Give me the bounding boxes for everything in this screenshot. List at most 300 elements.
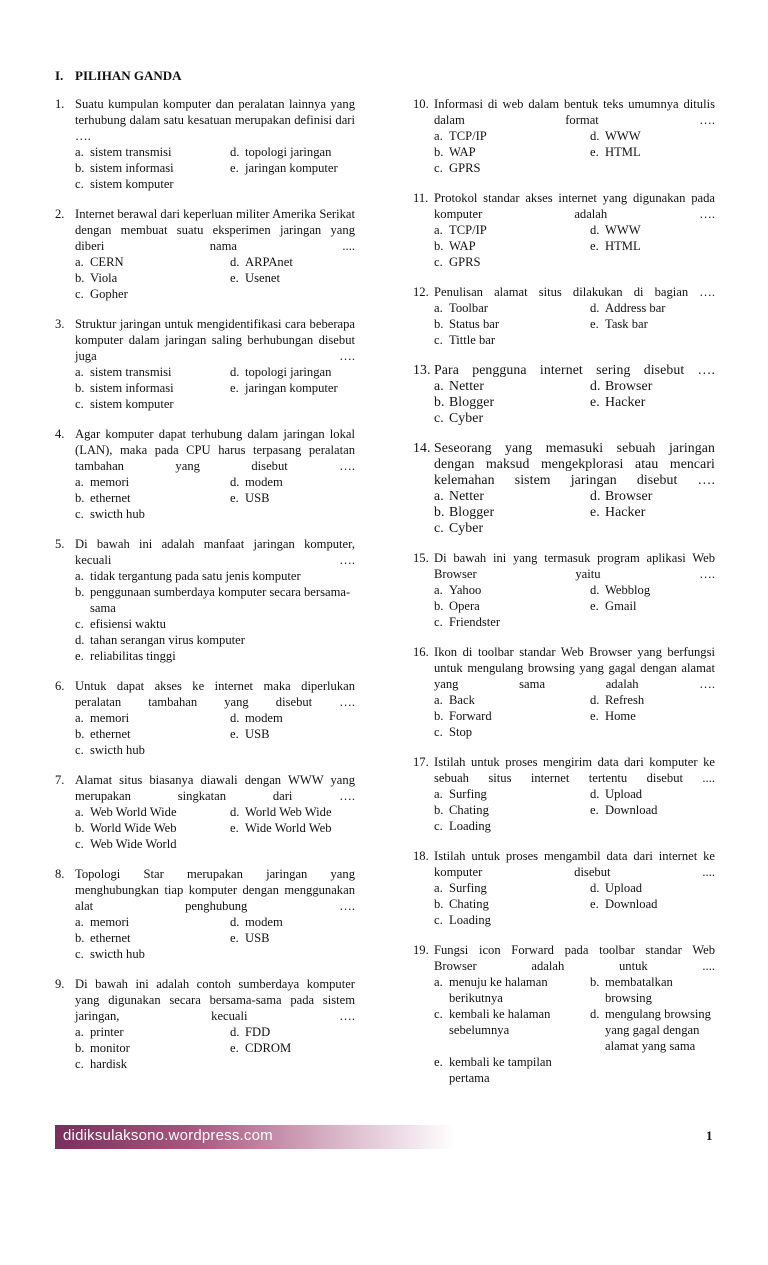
question-item [413,284,715,348]
answer-option [230,1024,355,1040]
option-letter: c. [434,725,443,739]
option-letter: e. [230,821,239,835]
question-number: 13. [413,362,431,377]
option-text: WAP [449,239,476,253]
option-text: Gmail [605,599,637,613]
answer-option [230,254,355,270]
answer-option [75,144,230,160]
option-letter: a. [434,301,443,315]
option-text: GPRS [449,161,481,175]
answer-option [75,836,230,852]
question-text: Topologi Star merupakan jaringan yang menghubungkan tiap komputer dengan menggunakan alat penghubung …. [75,867,355,913]
question-number: 15. [413,551,429,565]
option-text: Blogger [449,504,495,519]
option-letter: d. [590,881,600,895]
option-letter: b. [75,161,85,175]
option-text: Stop [449,725,473,739]
answer-option [434,912,590,928]
question-text: Untuk dapat akses ke internet maka diperlukan peralatan tambahan yang disebut …. [75,679,355,709]
answer-options [75,568,355,664]
option-letter: b. [75,381,85,395]
answer-option [590,974,715,1006]
answer-options [434,692,715,740]
answer-option [434,692,590,708]
question-number: 1. [55,97,65,111]
question-number: 8. [55,867,65,881]
answer-option [590,316,715,332]
option-text: Hacker [605,394,646,409]
option-text: Download [605,897,658,911]
option-letter: d. [230,915,240,929]
option-letter: d. [590,129,600,143]
question-text: Para pengguna internet sering disebut …. [434,362,715,377]
answer-option [590,128,715,144]
option-text: memori [90,915,130,929]
option-text: Toolbar [449,301,488,315]
answer-option [75,568,355,584]
question-text: Internet berawal dari keperluan militer Amerika Serikat dengan membuat suatu eksperimen jaringan yang diberi nama .... [75,207,355,253]
question-item [413,362,715,426]
option-letter: d. [590,1007,600,1021]
answer-option [590,394,715,410]
answer-option [75,804,230,820]
option-letter: a. [75,1025,84,1039]
page-number: 1 [706,1128,713,1143]
question-item [413,942,715,1086]
answer-options [75,364,355,412]
option-letter: b. [434,504,445,519]
answer-option [590,880,715,896]
answer-options [75,474,355,522]
question-item [55,678,355,758]
question-number: 12. [413,285,429,299]
answer-option [434,316,590,332]
option-text: memori [90,475,130,489]
option-letter: b. [75,1041,85,1055]
answer-option [590,598,715,614]
option-text: Refresh [605,693,645,707]
option-letter: a. [434,378,444,393]
footer-site: didiksulaksono.wordpress.com [63,1127,273,1144]
option-letter: e. [230,727,239,741]
answer-option [75,160,230,176]
answer-options [434,786,715,834]
option-letter: b. [434,317,444,331]
option-letter: b. [75,491,85,505]
option-letter: e. [590,504,600,519]
option-text: sistem komputer [90,177,174,191]
option-letter: c. [75,177,84,191]
option-letter: d. [230,805,240,819]
answer-options [75,144,355,192]
answer-option [75,254,230,270]
question-item [55,206,355,302]
answer-option [590,378,715,394]
answer-option [75,820,230,836]
answer-option [75,616,355,632]
option-text: swicth hub [90,947,145,961]
answer-option [590,582,715,598]
answer-option [230,804,355,820]
answer-option [75,930,230,946]
question-number: 17. [413,755,429,769]
option-letter: a. [434,129,443,143]
option-letter: c. [434,255,443,269]
option-text: Viola [90,271,118,285]
option-text: Blogger [449,394,495,409]
answer-option [434,724,590,740]
answer-option [434,818,590,834]
option-text: Hacker [605,504,646,519]
answer-option [434,802,590,818]
option-letter: a. [75,145,84,159]
option-text: topologi jaringan [245,365,332,379]
option-letter: e. [590,709,599,723]
option-letter: c. [434,333,443,347]
option-letter: a. [434,223,443,237]
question-item [55,976,355,1072]
answer-options [434,488,715,536]
question-item [413,440,715,536]
option-text: GPRS [449,255,481,269]
question-text: Ikon di toolbar standar Web Browser yang berfungsi untuk mengulang browsing yang gagal dengan alamat yang sama adalah …. [434,645,715,691]
answer-option [434,144,590,160]
answer-option [75,396,230,412]
option-letter: c. [75,507,84,521]
question-item [413,848,715,928]
answer-option [230,710,355,726]
option-letter: d. [230,1025,240,1039]
question-text: Di bawah ini adalah contoh sumberdaya komputer yang digunakan secara bersama-sama pada sistem jaringan, kecuali …. [75,977,355,1023]
option-letter: d. [230,255,240,269]
option-letter: e. [590,145,599,159]
question-item [55,426,355,522]
section-number: I. [55,68,64,83]
option-text: efisiensi waktu [90,617,166,631]
answer-options [75,1024,355,1072]
answer-option [434,1006,590,1054]
question-text: Informasi di web dalam bentuk teks umumnya ditulis dalam format …. [434,97,715,127]
option-text: FDD [245,1025,271,1039]
answer-option [590,144,715,160]
question-item [55,536,355,664]
option-letter: d. [590,488,601,503]
option-text: USB [245,491,270,505]
option-text: Task bar [605,317,648,331]
option-letter: e. [230,931,239,945]
option-text: sistem komputer [90,397,174,411]
answer-option [590,692,715,708]
right-question-column [413,96,715,1100]
option-text: swicth hub [90,743,145,757]
answer-option [590,708,715,724]
option-text: CERN [90,255,124,269]
option-letter: a. [434,787,443,801]
answer-option [75,1056,230,1072]
answer-option [75,648,355,664]
answer-option [75,176,230,192]
option-letter: c. [75,743,84,757]
answer-option [434,880,590,896]
option-letter: d. [230,145,240,159]
option-letter: a. [434,583,443,597]
left-question-column [55,96,355,1086]
answer-option [75,506,230,522]
option-letter: e. [230,1041,239,1055]
question-item [55,772,355,852]
question-item [413,550,715,630]
answer-option [434,410,590,426]
question-text: Alamat situs biasanya diawali dengan WWW yang merupakan singkatan dari …. [75,773,355,803]
question-text: Di bawah ini yang termasuk program aplikasi Web Browser yaitu …. [434,551,715,581]
option-letter: c. [75,617,84,631]
option-text: Loading [449,819,491,833]
question-item [55,96,355,192]
option-text: reliabilitas tinggi [90,649,176,663]
option-letter: b. [434,239,444,253]
answer-option [230,1040,355,1056]
option-text: USB [245,727,270,741]
option-text: Download [605,803,658,817]
option-letter: c. [75,837,84,851]
option-text: tahan serangan virus komputer [90,633,245,647]
answer-option [75,1040,230,1056]
option-letter: b. [434,897,444,911]
option-text: World Wide Web [90,821,177,835]
answer-option [434,708,590,724]
answer-option [434,160,590,176]
question-item [413,96,715,176]
answer-option [590,504,715,520]
answer-option [434,394,590,410]
question-number: 11. [413,191,429,205]
answer-option [75,490,230,506]
answer-option [230,474,355,490]
option-letter: e. [590,897,599,911]
option-letter: d. [590,378,601,393]
option-text: modem [245,915,283,929]
answer-option [230,726,355,742]
option-letter: a. [434,693,443,707]
option-letter: b. [75,727,85,741]
answer-options [434,128,715,176]
option-text: Forward [449,709,492,723]
question-text: Fungsi icon Forward pada toolbar standar Web Browser adalah untuk .... [434,943,715,973]
option-text: Tittle bar [449,333,496,347]
option-text: WWW [605,129,641,143]
option-letter: b. [434,599,444,613]
option-text: HTML [605,145,641,159]
option-text: USB [245,931,270,945]
option-text: menuju ke halaman berikutnya [449,975,548,1005]
option-text: sistem informasi [90,161,174,175]
question-number: 19. [413,943,429,957]
option-letter: a. [75,915,84,929]
section-heading [55,68,182,84]
answer-option [75,632,355,648]
option-text: Chating [449,897,489,911]
option-letter: c. [434,1007,443,1021]
option-letter: d. [590,583,600,597]
answer-option [75,380,230,396]
option-letter: d. [230,365,240,379]
answer-option [230,820,355,836]
answer-option [434,238,590,254]
answer-option [75,742,230,758]
option-text: kembali ke tampilan pertama [449,1055,552,1085]
option-letter: b. [590,975,600,989]
answer-option [75,364,230,380]
answer-option [230,160,355,176]
option-letter: a. [75,255,84,269]
option-text: TCP/IP [449,129,487,143]
option-letter: c. [75,287,84,301]
question-item [55,866,355,962]
option-text: printer [90,1025,124,1039]
question-item [413,754,715,834]
option-letter: d. [590,787,600,801]
option-letter: a. [434,975,443,989]
answer-option [434,614,590,630]
option-letter: b. [434,803,444,817]
answer-option [230,490,355,506]
question-text: Penulisan alamat situs dilakukan di bagian …. [434,285,715,299]
option-text: Address bar [605,301,666,315]
answer-option [75,726,230,742]
option-letter: c. [434,819,443,833]
option-text: memori [90,711,130,725]
answer-option [434,222,590,238]
answer-option [230,914,355,930]
option-text: TCP/IP [449,223,487,237]
question-item [413,644,715,740]
option-text: ARPAnet [245,255,293,269]
option-letter: c. [75,947,84,961]
answer-option [230,930,355,946]
answer-option [434,520,590,536]
option-letter: e. [230,271,239,285]
option-text: Yahoo [449,583,482,597]
question-number: 4. [55,427,65,441]
option-text: Usenet [245,271,280,285]
option-text: Upload [605,881,643,895]
option-letter: e. [75,649,84,663]
option-text: penggunaan sumberdaya komputer secara bersama-sama [90,585,351,615]
answer-option [434,786,590,802]
option-letter: e. [590,239,599,253]
answer-options [434,880,715,928]
question-number: 7. [55,773,65,787]
option-text: sistem informasi [90,381,174,395]
answer-option [590,488,715,504]
answer-option [75,946,230,962]
option-text: modem [245,711,283,725]
option-text: HTML [605,239,641,253]
option-text: Upload [605,787,643,801]
option-text: Chating [449,803,489,817]
option-letter: a. [75,569,84,583]
option-letter: b. [434,709,444,723]
option-letter: d. [230,475,240,489]
option-letter: e. [434,1055,443,1069]
option-letter: e. [590,317,599,331]
option-text: tidak tergantung pada satu jenis komputer [90,569,301,583]
answer-option [590,802,715,818]
answer-options [434,974,715,1086]
option-text: Status bar [449,317,500,331]
option-text: hardisk [90,1057,128,1071]
option-text: Opera [449,599,480,613]
option-letter: e. [590,803,599,817]
question-text: Seseorang yang memasuki sebuah jaringan dengan maksud mengekplorasi atau mencari kelemahan sistem jaringan disebut …. [434,440,715,487]
option-text: Netter [449,488,485,503]
option-text: ethernet [90,727,131,741]
option-text: WAP [449,145,476,159]
answer-option [434,504,590,520]
answer-option [230,364,355,380]
option-text: Friendster [449,615,501,629]
option-letter: d. [590,223,600,237]
option-letter: d. [590,301,600,315]
option-letter: e. [590,599,599,613]
option-text: Wide World Web [245,821,332,835]
option-text: ethernet [90,931,131,945]
option-letter: a. [75,711,84,725]
option-text: monitor [90,1041,130,1055]
option-text: Web World Wide [90,805,177,819]
option-text: Cyber [449,410,484,425]
option-letter: e. [230,381,239,395]
answer-option [434,582,590,598]
option-letter: c. [75,1057,84,1071]
answer-option [434,300,590,316]
question-number: 6. [55,679,65,693]
option-letter: a. [75,365,84,379]
option-letter: c. [75,397,84,411]
option-letter: c. [434,520,444,535]
option-text: membatalkan browsing [605,975,673,1005]
answer-options [434,222,715,270]
answer-option [75,584,355,616]
question-text: Di bawah ini adalah manfaat jaringan komputer, kecuali …. [75,537,355,567]
option-text: Loading [449,913,491,927]
question-item [55,316,355,412]
answer-options [75,710,355,758]
answer-option [590,300,715,316]
option-text: jaringan komputer [245,161,338,175]
question-text: Suatu kumpulan komputer dan peralatan lainnya yang terhubung dalam satu kesatuan merupakan definisi dari …. [75,97,355,143]
option-letter: b. [75,585,85,599]
option-letter: b. [75,821,85,835]
option-letter: c. [434,913,443,927]
option-text: modem [245,475,283,489]
option-text: kembali ke halaman sebelumnya [449,1007,551,1037]
answer-option [434,896,590,912]
answer-options [434,300,715,348]
answer-option [75,270,230,286]
option-text: Browser [605,488,653,503]
option-letter: c. [434,615,443,629]
question-text: Istilah untuk proses mengambil data dari internet ke komputer disebut .... [434,849,715,879]
option-letter: d. [230,711,240,725]
question-number: 5. [55,537,65,551]
option-text: Gopher [90,287,128,301]
answer-options [434,378,715,426]
option-text: topologi jaringan [245,145,332,159]
option-letter: b. [434,145,444,159]
answer-option [75,914,230,930]
option-text: Surfing [449,881,487,895]
